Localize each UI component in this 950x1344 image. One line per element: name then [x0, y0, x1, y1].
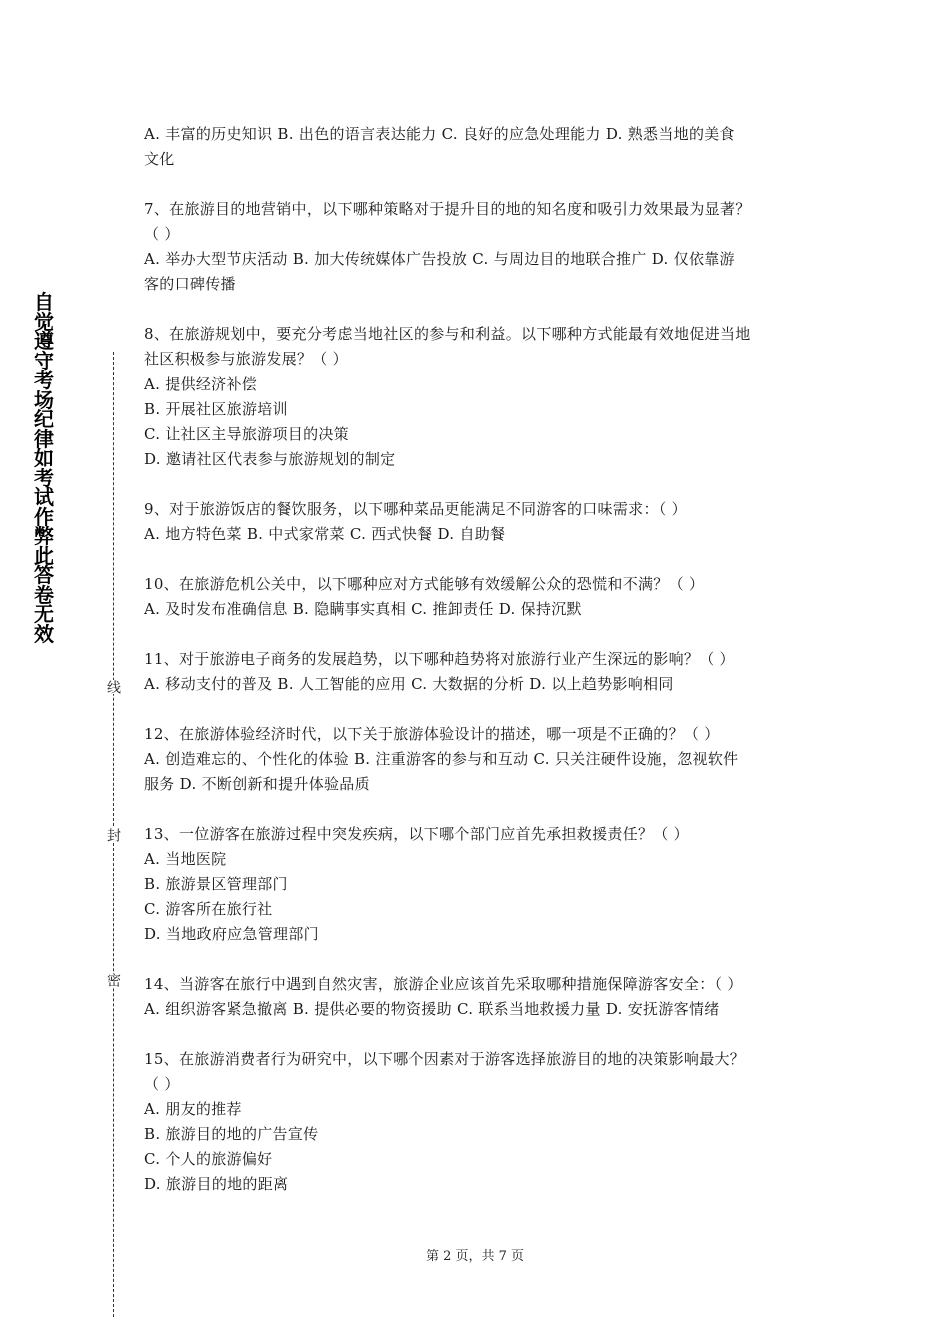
question-line: 客的口碑传播	[144, 275, 236, 293]
question-line: 11、对于旅游电子商务的发展趋势，以下哪种趋势将对旅游行业产生深远的影响？（ ）	[144, 650, 735, 668]
question-line: 15、在旅游消费者行为研究中，以下哪个因素对于游客选择旅游目的地的决策影响最大？	[144, 1050, 746, 1068]
question-line: A. 组织游客紧急撤离 B. 提供必要的物资援助 C. 联系当地救援力量 D. 安抚游客情绪	[144, 1000, 720, 1018]
question-line: A. 提供经济补偿	[144, 375, 258, 393]
question-line: A. 当地医院	[144, 850, 227, 868]
question-8	[144, 322, 810, 472]
question-7	[144, 197, 810, 297]
question-9	[144, 497, 810, 547]
question-line: C. 游客所在旅行社	[144, 900, 273, 918]
question-line: B. 开展社区旅游培训	[144, 400, 288, 418]
question-line: 服务 D. 不断创新和提升体验品质	[144, 775, 370, 793]
binding-mark-line: 线	[105, 680, 121, 694]
question-line: 14、当游客在旅行中遇到自然灾害，旅游企业应该首先采取哪种措施保障游客安全：（ ）	[144, 975, 743, 993]
question-line: 12、在旅游体验经济时代，以下关于旅游体验设计的描述，哪一项是不正确的？（ ）	[144, 725, 720, 743]
question-line: 7、在旅游目的地营销中，以下哪种策略对于提升目的地的知名度和吸引力效果最为显著？	[144, 200, 751, 218]
question-14	[144, 972, 810, 1022]
question-line: （ ）	[144, 1075, 180, 1093]
question-line: 13、一位游客在旅游过程中突发疾病，以下哪个部门应首先承担救援责任？（ ）	[144, 825, 689, 843]
question-line: D. 当地政府应急管理部门	[144, 925, 319, 943]
question-line: D. 邀请社区代表参与旅游规划的制定	[144, 450, 396, 468]
exam-discipline-notice: 自觉遵守考场纪律如考试作弊此答卷无效	[34, 290, 54, 646]
page-number-footer: 第 2 页，共 7 页	[425, 1249, 525, 1264]
question-line: D. 旅游目的地的距离	[144, 1175, 289, 1193]
binding-mark-seal: 封	[105, 828, 121, 842]
question-6-options	[144, 122, 810, 172]
question-12	[144, 722, 810, 797]
question-line: A. 移动支付的普及 B. 人工智能的应用 C. 大数据的分析 D. 以上趋势影响相同	[144, 675, 674, 693]
question-line: 9、对于旅游饭店的餐饮服务，以下哪种菜品更能满足不同游客的口味需求：（ ）	[144, 500, 687, 518]
question-line: A. 举办大型节庆活动 B. 加大传统媒体广告投放 C. 与周边目的地联合推广 D. 仅依靠游	[144, 250, 735, 268]
question-line: B. 旅游目的地的广告宣传	[144, 1125, 319, 1143]
question-line: 10、在旅游危机公关中，以下哪种应对方式能够有效缓解公众的恐慌和不满？（ ）	[144, 575, 705, 593]
question-line: A. 及时发布准确信息 B. 隐瞒事实真相 C. 推卸责任 D. 保持沉默	[144, 600, 582, 618]
binding-mark-secret: 密	[105, 973, 121, 987]
question-line: C. 个人的旅游偏好	[144, 1150, 273, 1168]
question-line: A. 创造难忘的、个性化的体验 B. 注重游客的参与和互动 C. 只关注硬件设施，忽视软件	[144, 750, 739, 768]
question-15	[144, 1047, 810, 1197]
question-line: A. 丰富的历史知识 B. 出色的语言表达能力 C. 良好的应急处理能力 D. 熟悉当地的美食	[144, 125, 735, 143]
question-line: A. 地方特色菜 B. 中式家常菜 C. 西式快餐 D. 自助餐	[144, 525, 506, 543]
question-line: 文化	[144, 150, 175, 168]
question-13	[144, 822, 810, 947]
question-line: A. 朋友的推荐	[144, 1100, 242, 1118]
question-line: B. 旅游景区管理部门	[144, 875, 288, 893]
question-10	[144, 572, 810, 622]
question-list	[144, 122, 810, 1222]
question-line: C. 让社区主导旅游项目的决策	[144, 425, 349, 443]
question-11	[144, 647, 810, 697]
question-line: 社区积极参与旅游发展？（ ）	[144, 350, 348, 368]
question-line: （ ）	[144, 225, 180, 243]
question-line: 8、在旅游规划中，要充分考虑当地社区的参与和利益。以下哪种方式能最有效地促进当地	[144, 325, 751, 343]
